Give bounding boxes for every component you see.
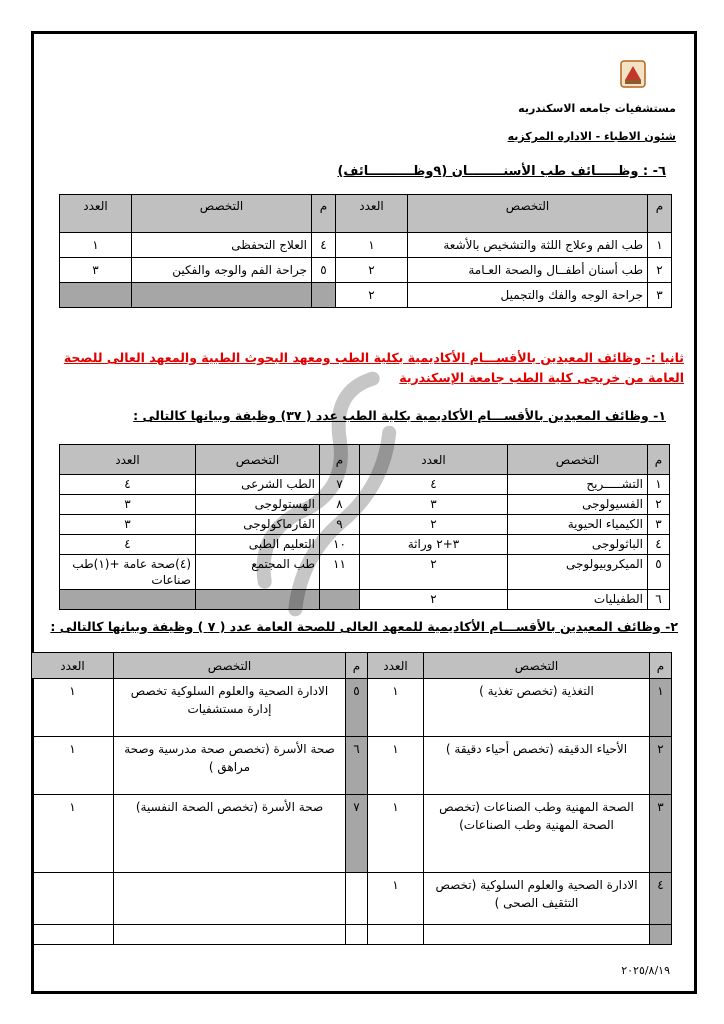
cell-m: ٣ [648, 283, 672, 308]
cell-m: ٢ [650, 737, 672, 795]
cell-count: ٤ [60, 475, 196, 495]
cell-empty [320, 590, 360, 610]
col-header-m: م [648, 445, 670, 475]
section6-title: ٦- : وظـــــائف طب الأسنــــــــان (٩وظــــــــــائف) [337, 164, 666, 179]
cell-spec: جراحة الفم والوجه والفكين [132, 258, 312, 283]
cell-count: ٣ [60, 515, 196, 535]
medicine-faculty-table [59, 444, 670, 610]
cell-spec: صحة الأسرة (تخصص الصحة النفسية) [114, 795, 346, 873]
cell-spec: الصحة المهنية وطب الصناعات (تخصص الصحة المهنية وطب الصناعات) [424, 795, 650, 873]
cell-spec: طب المجتمع [196, 555, 320, 590]
cell-spec: الهستولوجى [196, 495, 320, 515]
cell-count: ١ [368, 679, 424, 737]
cell-m: ٤ [312, 233, 336, 258]
col-header-spec: التخصص [196, 445, 320, 475]
cell-spec: التعليم الطبى [196, 535, 320, 555]
table-row [60, 535, 670, 555]
cell-m: ٥ [346, 679, 368, 737]
cell-empty [368, 925, 424, 945]
cell-empty [346, 925, 368, 945]
cell-empty [312, 283, 336, 308]
cell-empty [114, 925, 346, 945]
table1-title: ١- وظائف المعيدين بالأقســـام الأكاديمية بكلية الطب عدد ( ٣٧) وظيفة وبيانها كالتالى : [133, 408, 666, 423]
cell-count: ١ [368, 795, 424, 873]
table-row [32, 925, 672, 945]
cell-spec: الادارة الصحية والعلوم السلوكية تخصص إدارة مستشفيات [114, 679, 346, 737]
cell-empty [346, 873, 368, 925]
table-row [32, 737, 672, 795]
cell-spec: الميكروبيولوجى [508, 555, 648, 590]
cell-count: ٤ [60, 535, 196, 555]
cell-m: ٤ [648, 535, 670, 555]
col-header-m: م [320, 445, 360, 475]
cell-count: ١ [368, 737, 424, 795]
cell-m: ٧ [320, 475, 360, 495]
cell-empty [32, 873, 114, 925]
cell-count: ١ [32, 679, 114, 737]
cell-m: ١٠ [320, 535, 360, 555]
col-header-m: م [648, 195, 672, 233]
cell-m: ٨ [320, 495, 360, 515]
cell-spec: العلاج التحفظى [132, 233, 312, 258]
cell-count: ٢ [336, 283, 408, 308]
cell-spec: الطب الشرعى [196, 475, 320, 495]
cell-m: ٣ [650, 795, 672, 873]
cell-count: ١ [32, 795, 114, 873]
cell-spec: الفسيولوجى [508, 495, 648, 515]
cell-count: ٣ [60, 258, 132, 283]
table-header-row [60, 195, 672, 233]
col-header-count: العدد [360, 445, 508, 475]
col-header-count: العدد [60, 195, 132, 233]
cell-m: ٧ [346, 795, 368, 873]
cell-spec: الباثولوجى [508, 535, 648, 555]
table-row [32, 679, 672, 737]
table-header-row [32, 653, 672, 679]
cell-empty [650, 925, 672, 945]
col-header-m: م [346, 653, 368, 679]
col-header-count: العدد [368, 653, 424, 679]
col-header-count: العدد [336, 195, 408, 233]
cell-empty [60, 283, 132, 308]
cell-count: ٣+٢ وراثة [360, 535, 508, 555]
col-header-count: العدد [32, 653, 114, 679]
cell-m: ٤ [650, 873, 672, 925]
table-row [60, 555, 670, 590]
cell-m: ٥ [312, 258, 336, 283]
table-row [60, 233, 672, 258]
cell-m: ٥ [648, 555, 670, 590]
col-header-m: م [650, 653, 672, 679]
table-row [60, 258, 672, 283]
dental-jobs-table [59, 194, 672, 308]
cell-m: ٢ [648, 258, 672, 283]
cell-count: ٢ [360, 515, 508, 535]
cell-spec: الادارة الصحية والعلوم السلوكية (تخصص التثقيف الصحى ) [424, 873, 650, 925]
cell-empty [60, 590, 196, 610]
cell-spec: التغذية (تخصص تغذية ) [424, 679, 650, 737]
cell-count: ٢ [360, 555, 508, 590]
col-header-spec: التخصص [424, 653, 650, 679]
col-header-spec: التخصص [508, 445, 648, 475]
cell-m: ٩ [320, 515, 360, 535]
document-frame [31, 31, 697, 994]
table-row [60, 495, 670, 515]
section-two-title: ثانيا :- وظائف المعيدين بالأقســـام الأكاديمية بكلية الطب ومعهد البحوث الطبية والمعهد العالى للصحة العامة من خريجى كلية الطب جامعة الإسكندرية [63, 350, 684, 385]
cell-count: ٢ [336, 258, 408, 283]
public-health-institute-table [31, 652, 672, 945]
cell-empty [424, 925, 650, 945]
cell-empty [32, 925, 114, 945]
cell-spec: الطفيليات [508, 590, 648, 610]
cell-count: ٤ [360, 475, 508, 495]
cell-count: ٢ [360, 590, 508, 610]
cell-m: ٦ [346, 737, 368, 795]
cell-spec: طب أسنان أطفــال والصحة العـامة [408, 258, 648, 283]
table-row [60, 283, 672, 308]
col-header-spec: التخصص [114, 653, 346, 679]
table-row [32, 873, 672, 925]
table-header-row [60, 445, 670, 475]
cell-spec: التشـــــريح [508, 475, 648, 495]
cell-empty [196, 590, 320, 610]
department-name: شئون الاطباء - الاداره المركزيه [507, 130, 676, 143]
cell-spec: طب الفم وعلاج اللثة والتشخيص بالأشعة [408, 233, 648, 258]
cell-spec: جراحة الوجه والفك والتجميل [408, 283, 648, 308]
cell-count: ١ [60, 233, 132, 258]
cell-spec: الأحياء الدقيقه (تخصص أحياء دقيقة ) [424, 737, 650, 795]
cell-count: ١ [368, 873, 424, 925]
university-logo [620, 60, 646, 88]
cell-count: (٤)صحة عامة +(١)طب صناعات [60, 555, 196, 590]
cell-m: ١ [648, 475, 670, 495]
document-page [34, 34, 694, 991]
cell-count: ٣ [60, 495, 196, 515]
cell-m: ١ [648, 233, 672, 258]
cell-m: ٢ [648, 495, 670, 515]
cell-m: ١ [650, 679, 672, 737]
cell-empty [114, 873, 346, 925]
cell-spec: صحة الأسرة (تخصص صحة مدرسية وصحة مراهق ) [114, 737, 346, 795]
col-header-count: العدد [60, 445, 196, 475]
table-row [32, 795, 672, 873]
cell-spec: الكيمياء الحيوية [508, 515, 648, 535]
cell-spec: الفارماكولوجى [196, 515, 320, 535]
cell-count: ١ [336, 233, 408, 258]
table2-title: ٢- وظائف المعيدين بالأقســـام الأكاديمية للمعهد العالى للصحة العامة عدد ( ٧ ) وظيفة وبيانها كالتالى : [50, 619, 678, 634]
cell-count: ١ [32, 737, 114, 795]
hospital-name: مستشفيات جامعه الاسكندريه [518, 102, 676, 115]
col-header-spec: التخصص [408, 195, 648, 233]
cell-count: ٣ [360, 495, 508, 515]
col-header-spec: التخصص [132, 195, 312, 233]
cell-empty [132, 283, 312, 308]
cell-m: ٣ [648, 515, 670, 535]
table-row [60, 475, 670, 495]
col-header-m: م [312, 195, 336, 233]
table-row [60, 515, 670, 535]
cell-m: ١١ [320, 555, 360, 590]
table-row [60, 590, 670, 610]
cell-m: ٦ [648, 590, 670, 610]
document-date: ٢٠٢٥/٨/١٩ [621, 964, 670, 977]
